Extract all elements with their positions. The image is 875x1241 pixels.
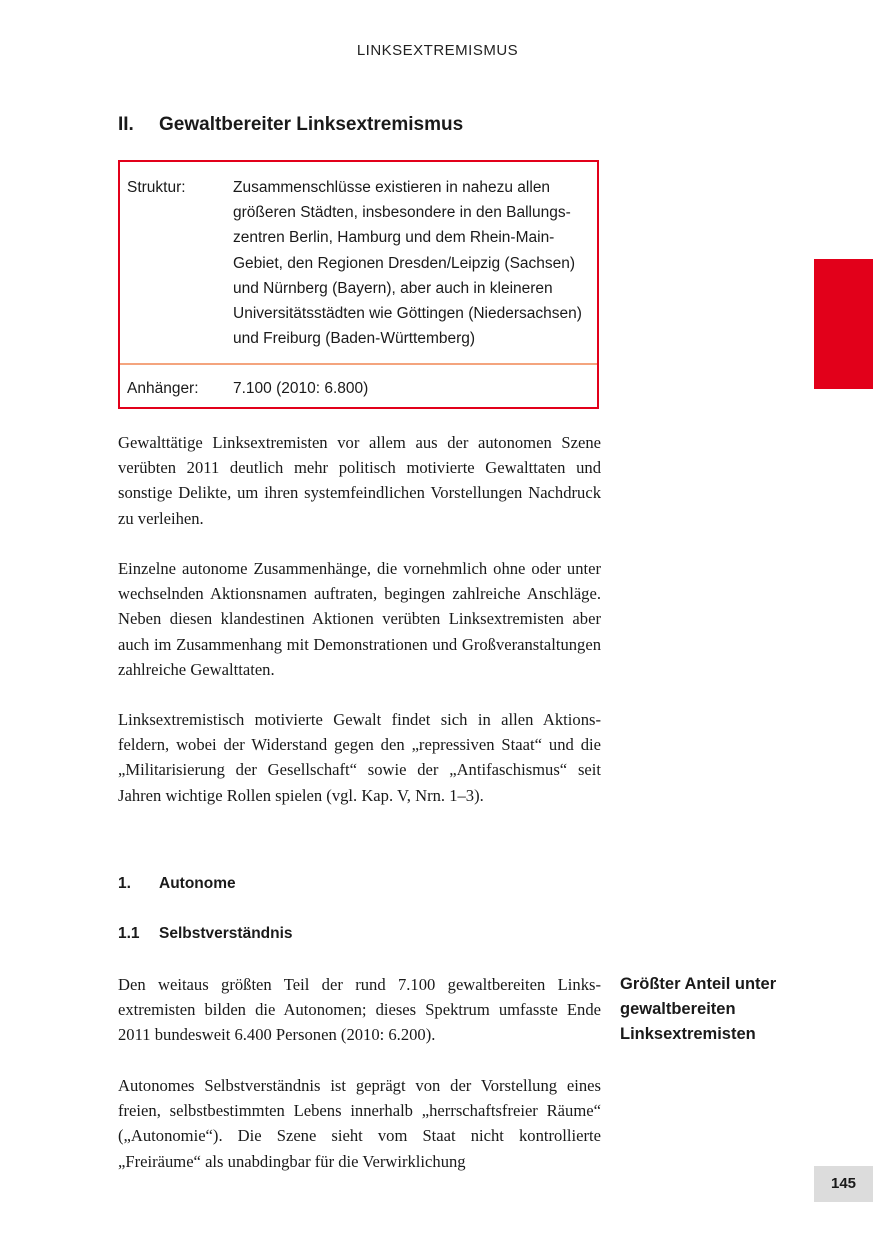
structure-label: Struktur: [127, 179, 186, 196]
subsection-title: Selbstverständnis [159, 925, 293, 942]
running-head: LINKSEXTREMISMUS [356, 42, 519, 59]
chapter-title-text: Gewaltbereiter Linksextremismus [159, 114, 464, 135]
subsection-number: 1.1 [118, 925, 140, 942]
info-box [118, 160, 599, 409]
page-number: 145 [814, 1166, 873, 1202]
section-title: Autonome [159, 875, 236, 892]
margin-note: Größter Anteil unter gewaltbereiten Linksextremisten [620, 975, 777, 1044]
paragraph-3: Linksextremistisch motivierte Gewalt findet sich in allen Aktionsfeldern, wobei der Widerstand gegen den „repressiven Staat“ und die „Militarisierung der Gesellschaft“ sowie der „Antifaschismus“ seit Jahren wichtige Rollen spielen (vgl. Kap. V, Nrn. 1–3). [118, 710, 601, 805]
structure-value: Zusammenschlüsse existieren in nahezu allen größeren Städten, insbesondere in den Ballungszentren Berlin, Hamburg und dem Rhein-Main-Gebiet, den Regionen Dresden/Leipzig (Sachsen) und Nürnberg (Bayern), aber auch in kleineren Universitätsstädten wie Göttingen (Niedersachsen) und Freiburg (Baden-Württemberg) [233, 179, 582, 348]
chapter-number: II. [118, 114, 134, 135]
section-number: 1. [118, 875, 131, 892]
section-heading-autonome [118, 875, 236, 893]
subsection-heading-selbstverstaendnis [118, 925, 293, 943]
chapter-title [118, 114, 463, 136]
chapter-tab-marker [814, 259, 873, 389]
followers-value: 7.100 (2010: 6.800) [233, 380, 369, 397]
paragraph-4: Den weitaus größten Teil der rund 7.100 gewaltbereiten Linksextremisten bilden die Autonomen; dieses Spektrum umfasste Ende 2011 bundesweit 6.400 Personen (2010: 6.200). [118, 975, 601, 1045]
paragraph-5: Autonomes Selbstverständnis ist geprägt von der Vorstellung eines freien, selbstbestimmten Lebens innerhalb „herrschaftsfreier Räume“ („Autonomie“). Die Szene sieht vom Staat nicht kontrollierte „Freiräume“ als unabdingbar für die Verwirklichung [118, 1076, 601, 1171]
followers-label: Anhänger: [127, 380, 199, 397]
paragraph-1: Gewalttätige Linksextremisten vor allem aus der autonomen Szene verübten 2011 deutlich mehr politisch motivierte Gewalttaten und sonstige Delikte, um ihren systemfeindlichen Vorstellungen Nachdruck zu verleihen. [118, 433, 601, 528]
info-divider [120, 363, 597, 365]
paragraph-2: Einzelne autonome Zusammenhänge, die vornehmlich ohne oder unter wechselnden Aktionsnamen auftraten, begingen zahlreiche Anschläge. Neben diesen klandestinen Aktionen verübten Linksextremisten aber auch im Zusammenhang mit Demonstrationen und Großveranstaltungen zahlreiche Gewalttaten. [118, 559, 601, 679]
